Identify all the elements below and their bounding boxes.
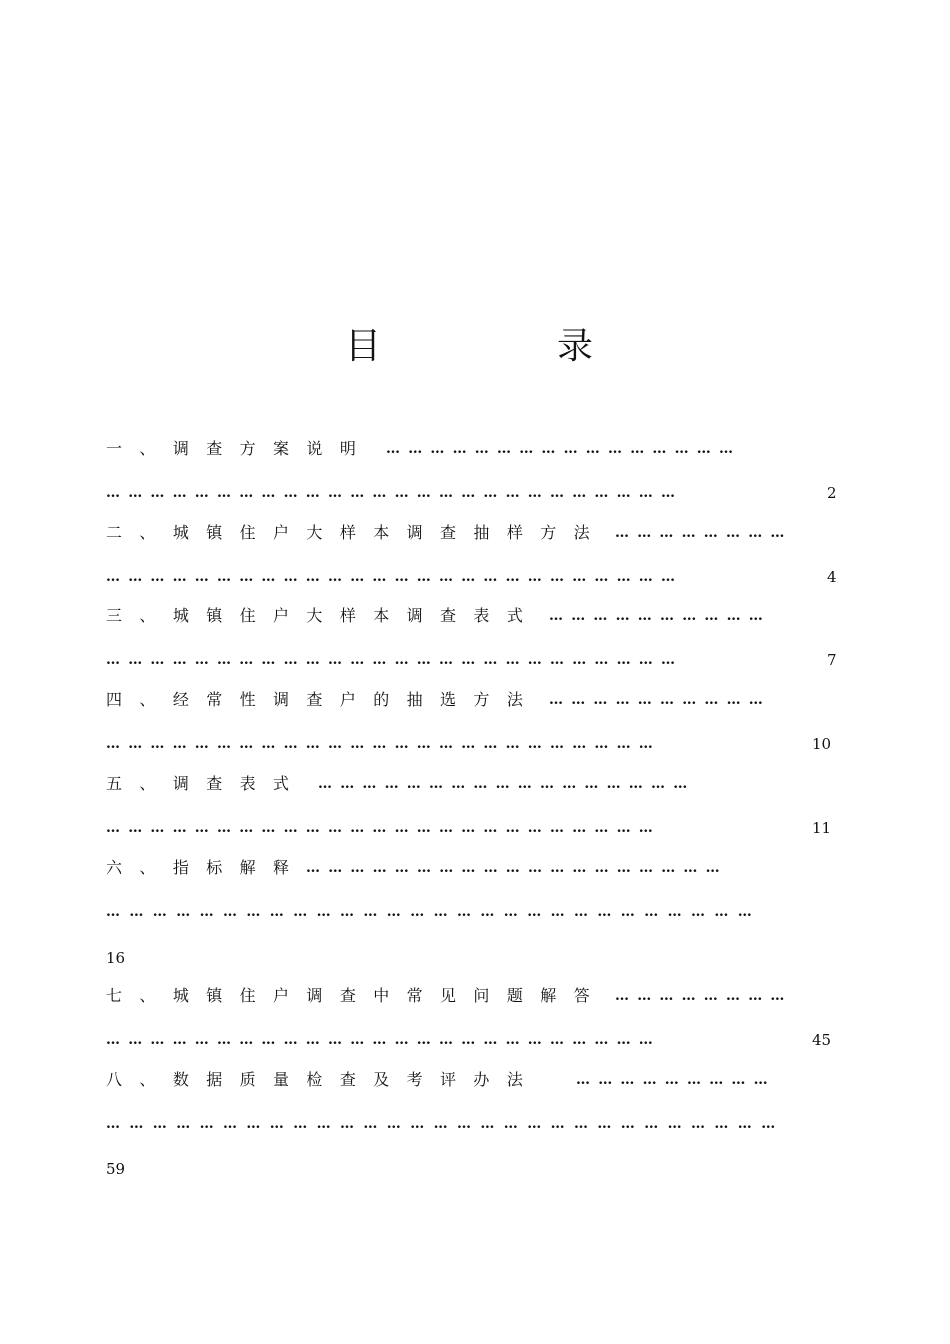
title-char-lu: 录: [557, 326, 594, 367]
toc-page-number: 45: [812, 1031, 832, 1049]
toc-page-number: 10: [812, 735, 832, 753]
toc-entry-6-line-3: [106, 943, 831, 973]
toc-leader-dots: …………………………: [549, 692, 771, 708]
toc-entry-3-line-2: [106, 645, 837, 675]
toc-leader-dots: ……………………: [615, 988, 793, 1004]
toc-entry-1-line-2: [106, 478, 837, 508]
toc-page-number: 7: [827, 651, 837, 669]
toc-entry-title: 城镇住户调查中常见问题解答: [172, 986, 608, 1005]
toc-page-number: 11: [812, 819, 832, 837]
toc-entry-number: 五: [106, 774, 140, 793]
toc-page-number: 2: [827, 484, 837, 502]
toc-page-number: 4: [827, 568, 837, 586]
toc-entry-5-line-2: [106, 813, 831, 843]
toc-entry-title: 数据质量检查及考评办法: [172, 1070, 541, 1089]
toc-leader-dots: …………………………………………: [386, 441, 742, 457]
toc-entry-2-line-2: [106, 562, 837, 592]
toc-entry-7-line-2: [106, 1025, 831, 1055]
toc-entry-4-line-1: [106, 685, 831, 715]
toc-entry-7-line-1: [106, 981, 831, 1011]
toc-entry-sep: 、: [139, 858, 173, 877]
toc-leader-dots: …………………………………………………………………………: [106, 904, 762, 920]
toc-entry-number: 七: [106, 986, 140, 1005]
toc-entry-sep: 、: [139, 1070, 173, 1089]
toc-entry-number: 三: [106, 606, 140, 625]
toc-entry-number: 四: [106, 690, 140, 709]
toc-entry-8-line-3: [106, 1154, 831, 1184]
toc-leader-dots: ……………………………………………………………………………: [106, 1116, 785, 1132]
toc-leader-dots: …………………………: [549, 608, 771, 624]
toc-entry-number: 二: [106, 523, 140, 542]
toc-entry-title: 调查方案说明: [172, 439, 374, 458]
toc-entry-title: 调查表式: [172, 774, 307, 793]
toc-entry-title: 城镇住户大样本调查表式: [172, 606, 541, 625]
toc-leader-dots: …………………………………………………………………: [106, 736, 661, 752]
toc-entry-8-line-1: [106, 1065, 831, 1095]
toc-page-number: 59: [106, 1160, 126, 1178]
toc-entry-title: 经常性调查户的抽选方法: [172, 690, 541, 709]
toc-leader-dots: ………………………: [576, 1072, 776, 1088]
toc-entry-sep: 、: [139, 523, 173, 542]
toc-entry-title: 城镇住户大样本调查抽样方法: [172, 523, 608, 542]
toc-entry-2-line-1: [106, 518, 831, 548]
toc-entry-sep: 、: [139, 606, 173, 625]
toc-entry-sep: 、: [139, 774, 173, 793]
toc-leader-dots: ……………………………………………………………………: [106, 569, 684, 585]
toc-entry-3-line-1: [106, 601, 831, 631]
toc-entry-1-line-1: [106, 434, 831, 464]
toc-leader-dots: ……………………: [615, 525, 793, 541]
title-char-mu: 目: [345, 326, 382, 367]
toc-entry-4-line-2: [106, 729, 831, 759]
toc-entry-5-line-1: [106, 769, 831, 799]
toc-entry-number: 八: [106, 1070, 140, 1089]
toc-leader-dots: …………………………………………………: [306, 860, 728, 876]
toc-leader-dots: …………………………………………………………………: [106, 820, 661, 836]
toc-leader-dots: ……………………………………………………………………: [106, 485, 684, 501]
toc-entry-sep: 、: [139, 439, 173, 458]
toc-entry-number: 六: [106, 858, 140, 877]
toc-entry-8-line-2: [106, 1109, 831, 1139]
page-title: [0, 322, 950, 372]
toc-entry-6-line-2: [106, 897, 831, 927]
toc-page-number: 16: [106, 949, 126, 967]
toc-entry-sep: 、: [139, 986, 173, 1005]
toc-leader-dots: ……………………………………………………………………: [106, 652, 684, 668]
toc-leader-dots: ……………………………………………: [318, 776, 696, 792]
toc-leader-dots: …………………………………………………………………: [106, 1032, 661, 1048]
toc-entry-number: 一: [106, 439, 140, 458]
toc-entry-sep: 、: [139, 690, 173, 709]
toc-entry-title: 指标解释: [172, 858, 307, 877]
toc-entry-6-line-1: [106, 853, 831, 883]
